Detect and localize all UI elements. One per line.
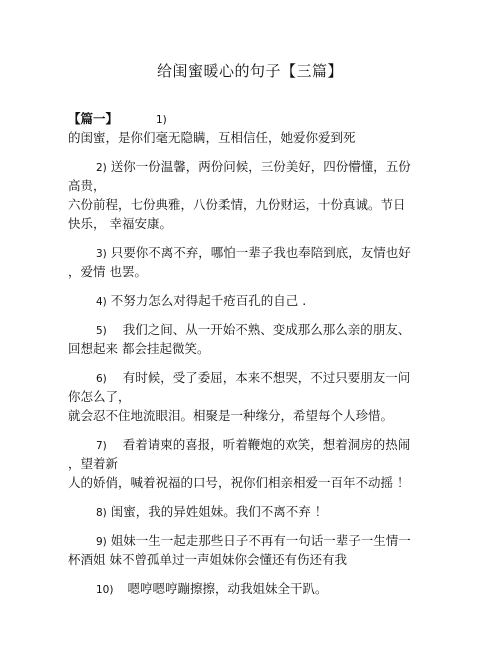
item-number: 2): [96, 162, 107, 174]
item-text: 闺蜜，我的异姓姐妹。我们不离不弃 ！: [110, 504, 328, 519]
item-line: 的闺蜜，是你们毫无隐瞒，互相信任，她爱你爱到死: [68, 130, 356, 145]
item-line: 回想起来 都会挂起微笑。: [68, 341, 210, 356]
item-number: 8): [96, 507, 107, 519]
item-line: [68, 291, 440, 310]
item-line: ，爱情 也罢。: [68, 264, 147, 279]
item-number: 9): [96, 536, 107, 548]
section-heading-line: [68, 109, 440, 128]
item-line: 人的娇俏，喊着祝福的口号，祝你们相亲相爱一百年不动摇 ！: [68, 475, 410, 490]
item-number: 6): [96, 373, 107, 385]
item-line: [68, 157, 440, 176]
item-line: ，望着新: [68, 456, 119, 471]
document-body: [68, 109, 440, 598]
section-label: 【篇一】: [68, 111, 119, 126]
item-line: [68, 579, 440, 598]
item-number: 7): [96, 440, 107, 452]
item-line: 快乐， 幸福安康。: [68, 216, 172, 231]
item-text: 不努力怎么对得起千疮百孔的自己 .: [110, 293, 307, 308]
item-line: 六份前程，七份典雅，八份柔情，九份财运，十份真诚。节日: [68, 197, 406, 212]
item-line: 就会忍不住地流眼泪。相聚是一种缘分，希望每个人珍惜。: [68, 408, 394, 423]
item-text: 只要你不离不弃，哪怕一辈子我也奉陪到底，友情也好: [110, 245, 411, 260]
item-line: [68, 320, 440, 339]
item-line: [68, 243, 440, 262]
item-text: 我们之间、从一开始不熟、变成那么那么亲的朋友、: [122, 322, 411, 337]
item-text: 看着请柬的喜报，听着鞭炮的欢笑，想着洞房的热闹: [122, 437, 411, 452]
item-text: 送你一份温馨，两份问候，三份美好，四份懵懂，五份: [110, 159, 411, 174]
item-number: 5): [96, 325, 107, 337]
item-line: 杯酒姐 妹不曾孤单过一声姐妹你会懂还有伤还有我: [68, 552, 347, 567]
item-number: 4): [96, 296, 107, 308]
document-title: 给闺蜜暖心的句子【三篇】: [156, 62, 343, 80]
item-line: [68, 531, 440, 550]
item-number: 3): [96, 248, 107, 260]
item-line: [68, 502, 440, 521]
item-line: [68, 435, 440, 454]
item-text: 姐妹一生一起走那些日子不再有一句话一辈子一生情一: [110, 533, 411, 548]
item-line: [68, 368, 440, 387]
item-text: 嗯哼嗯哼蹦擦擦，动我姐妹全干趴。: [127, 581, 328, 596]
item-text: 有时候，受了委屈，本来不想哭，不过只要朋友一问: [122, 370, 411, 385]
item-number: 1): [155, 114, 167, 126]
item-line: 你怎么了，: [68, 389, 131, 404]
item-number: 10): [96, 584, 114, 596]
item-line: 高贵，: [68, 178, 106, 193]
